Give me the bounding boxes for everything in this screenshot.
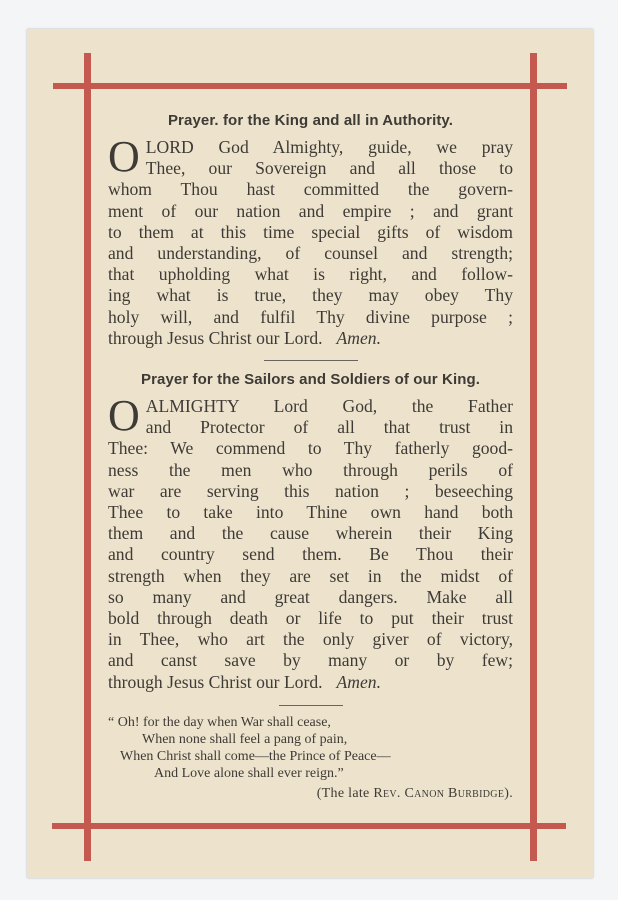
section-divider [264,360,358,361]
verse-attribution [108,786,513,802]
prayer-line: in Thee, who art the only giver of victory, [108,629,513,650]
prayer-line: to them at this time special gifts of wisdom [108,221,513,242]
prayer-line-final [108,328,513,349]
prayer-line: Thee to take into Thine own hand both [108,502,513,523]
prayer-line: bold through death or life to put their trust [108,608,513,629]
border-rule-right [530,53,537,861]
attribution-prefix: (The late [316,785,370,801]
prayer-king-body [108,132,513,349]
card-text [108,112,513,802]
prayer-line-final [108,672,513,693]
border-rule-left [84,53,91,861]
attribution-suffix: ). [504,785,513,801]
prayer-line: and understanding, of counsel and strength; [108,243,513,264]
prayer-forces-heading: Prayer for the Sailors and Soldiers of our King. [140,371,481,389]
prayer-line: holy will, and fulfil Thy divine purpose ; [108,306,513,327]
amen: Amen. [336,671,382,692]
prayer-line: them and the cause wherein their King [108,523,513,544]
attribution-author: Rev. Canon Burbidge [373,785,505,801]
prayer-closing: through Jesus Christ our Lord. [108,671,323,692]
border-rule-top [53,83,567,89]
prayer-line: ALMIGHTY Lord God, the Father [145,396,513,417]
verse-line: “ Oh! for the day when War shall cease, [108,714,331,730]
section-divider [279,705,343,706]
amen: Amen. [336,327,382,348]
prayer-line: strength when they are set in the midst of [108,565,513,586]
prayer-line: LORD God Almighty, guide, we pray [145,137,513,157]
verse-line: When Christ shall come—the Prince of Peace— [120,748,391,764]
verse-quote [108,714,513,782]
prayer-line: that upholding what is right, and follow- [108,264,513,285]
drop-cap: O [108,132,140,181]
drop-cap: O [108,391,140,441]
prayer-line: Thee: We commend to Thy fatherly good- [108,438,513,459]
prayer-line: so many and great dangers. Make all [108,586,513,607]
prayer-line: and canst save by many or by few; [108,650,513,671]
verse-line: And Love alone shall ever reign.” [154,765,344,781]
prayer-closing: through Jesus Christ our Lord. [108,327,323,348]
border-rule-bottom [52,823,566,829]
prayer-line: whom Thou hast committed the govern- [108,179,513,200]
verse-line: When none shall feel a pang of pain, [142,731,348,747]
prayer-line: Thee, our Sovereign and all those to [145,158,513,179]
prayer-line: ing what is true, they may obey Thy [108,285,513,306]
prayer-line: ment of our nation and empire ; and grant [108,200,513,221]
prayer-line: war are serving this nation ; beseeching [108,480,513,501]
prayer-line: and Protector of all that trust in [145,417,513,438]
prayer-forces-body [108,391,513,693]
prayer-line: ness the men who through perils of [108,459,513,480]
prayer-line: and country send them. Be Thou their [108,544,513,565]
prayer-king-heading: Prayer. for the King and all in Authority. [167,112,454,129]
